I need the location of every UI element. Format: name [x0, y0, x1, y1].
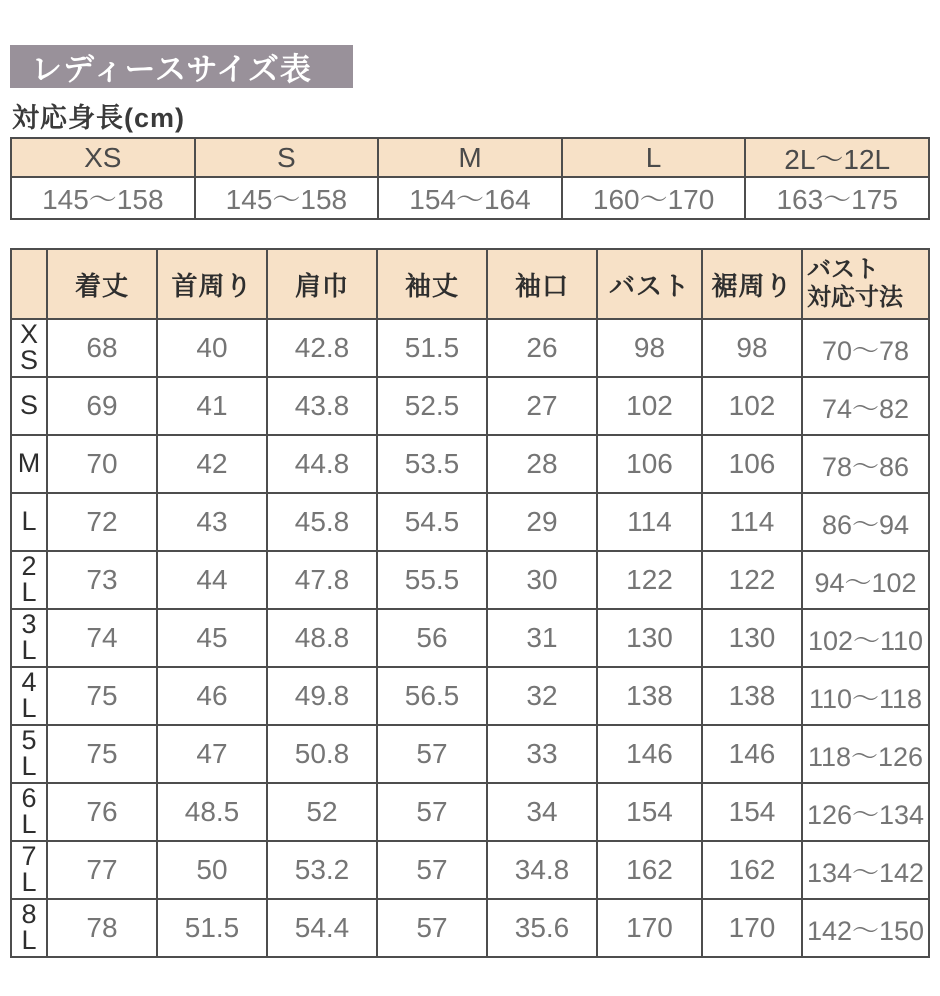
cell-value: 26	[488, 320, 596, 376]
cell-value: 42.8	[268, 320, 376, 376]
cell-value: 43.8	[268, 378, 376, 434]
size-label-char: X	[19, 320, 38, 350]
cell-value: 154	[598, 784, 701, 840]
cell-value: 154	[703, 784, 801, 840]
size-label-char: 7	[21, 842, 37, 872]
cell-value: 31	[488, 610, 596, 666]
cell-value: 162	[598, 842, 701, 898]
cell-value: 138	[598, 668, 701, 724]
cell-value: 57	[378, 784, 486, 840]
size-label-char: 2	[21, 552, 37, 582]
cell-value: 126〜134	[803, 784, 928, 840]
size-label-char: L	[21, 751, 37, 781]
cell-value: 56.5	[378, 668, 486, 724]
size-label	[12, 900, 46, 956]
cell-value: 118〜126	[803, 726, 928, 782]
cell-value: 75	[48, 668, 156, 724]
size-label-char: L	[21, 577, 37, 607]
size-label	[12, 668, 46, 724]
cell-value: 110〜118	[803, 668, 928, 724]
size-label-char: 8	[21, 900, 37, 930]
cell-value: 138	[703, 668, 801, 724]
cell-value: 56	[378, 610, 486, 666]
cell-value: 34	[488, 784, 596, 840]
size-label	[12, 436, 46, 492]
cell-value: 102	[598, 378, 701, 434]
height-value: 145〜158	[12, 178, 194, 218]
cell-value: 34.8	[488, 842, 596, 898]
height-col-header: M	[379, 139, 561, 176]
cell-value: 57	[378, 842, 486, 898]
height-section-label: 対応身長(cm)	[12, 103, 186, 133]
size-label	[12, 610, 46, 666]
cell-value: 52	[268, 784, 376, 840]
cell-value: 42	[158, 436, 266, 492]
height-col-header: L	[563, 139, 745, 176]
cell-value: 68	[48, 320, 156, 376]
col-header: 袖丈	[378, 250, 486, 318]
size-label-char: 5	[21, 726, 37, 756]
cell-value: 33	[488, 726, 596, 782]
cell-value: 51.5	[158, 900, 266, 956]
cell-value: 30	[488, 552, 596, 608]
cell-value: 47	[158, 726, 266, 782]
page-title: レディースサイズ表	[10, 45, 353, 88]
size-label-char: L	[21, 635, 37, 665]
cell-value: 28	[488, 436, 596, 492]
cell-value: 35.6	[488, 900, 596, 956]
size-label	[12, 494, 46, 550]
cell-value: 44	[158, 552, 266, 608]
cell-value: 72	[48, 494, 156, 550]
cell-value: 98	[598, 320, 701, 376]
col-header: 首周り	[158, 250, 266, 318]
size-label	[12, 552, 46, 608]
col-header-line: バスト	[807, 256, 879, 284]
cell-value: 50	[158, 842, 266, 898]
cell-value: 122	[598, 552, 701, 608]
cell-value: 41	[158, 378, 266, 434]
size-label	[12, 842, 46, 898]
cell-value: 78〜86	[803, 436, 928, 492]
cell-value: 77	[48, 842, 156, 898]
size-label-char: L	[21, 693, 37, 723]
cell-value: 73	[48, 552, 156, 608]
cell-value: 29	[488, 494, 596, 550]
size-label-char: L	[21, 506, 37, 537]
size-label	[12, 726, 46, 782]
cell-value: 53.2	[268, 842, 376, 898]
cell-value: 52.5	[378, 378, 486, 434]
size-label-char: S	[19, 390, 38, 421]
cell-value: 51.5	[378, 320, 486, 376]
cell-value: 53.5	[378, 436, 486, 492]
cell-value: 32	[488, 668, 596, 724]
cell-value: 55.5	[378, 552, 486, 608]
col-header: 肩巾	[268, 250, 376, 318]
col-header: バスト	[598, 250, 701, 318]
cell-value: 78	[48, 900, 156, 956]
size-label-char: L	[21, 925, 37, 955]
cell-value: 130	[598, 610, 701, 666]
height-value: 154〜164	[379, 178, 561, 218]
cell-value: 57	[378, 726, 486, 782]
col-header: 袖口	[488, 250, 596, 318]
cell-value: 102	[703, 378, 801, 434]
corner-cell	[12, 250, 46, 318]
cell-value: 142〜150	[803, 900, 928, 956]
size-label-char: 3	[21, 610, 37, 640]
height-value: 163〜175	[746, 178, 928, 218]
cell-value: 70〜78	[803, 320, 928, 376]
size-table	[10, 248, 930, 958]
cell-value: 94〜102	[803, 552, 928, 608]
height-value: 145〜158	[196, 178, 378, 218]
cell-value: 45	[158, 610, 266, 666]
size-label	[12, 378, 46, 434]
cell-value: 86〜94	[803, 494, 928, 550]
cell-value: 74〜82	[803, 378, 928, 434]
cell-value: 43	[158, 494, 266, 550]
cell-value: 54.5	[378, 494, 486, 550]
cell-value: 146	[598, 726, 701, 782]
cell-value: 98	[703, 320, 801, 376]
height-col-header: 2L〜12L	[746, 139, 928, 176]
cell-value: 75	[48, 726, 156, 782]
cell-value: 76	[48, 784, 156, 840]
cell-value: 170	[598, 900, 701, 956]
col-header: 裾周り	[703, 250, 801, 318]
height-table	[10, 137, 930, 220]
size-label-char: 4	[21, 668, 37, 698]
cell-value: 48.8	[268, 610, 376, 666]
height-col-header: S	[196, 139, 378, 176]
col-header: 着丈	[48, 250, 156, 318]
cell-value: 44.8	[268, 436, 376, 492]
cell-value: 102〜110	[803, 610, 928, 666]
size-label	[12, 320, 46, 376]
col-header-line: 対応寸法	[807, 284, 903, 311]
cell-value: 54.4	[268, 900, 376, 956]
cell-value: 49.8	[268, 668, 376, 724]
cell-value: 122	[703, 552, 801, 608]
height-col-header: XS	[12, 139, 194, 176]
cell-value: 146	[703, 726, 801, 782]
cell-value: 106	[703, 436, 801, 492]
cell-value: 114	[598, 494, 701, 550]
cell-value: 114	[703, 494, 801, 550]
cell-value: 70	[48, 436, 156, 492]
cell-value: 48.5	[158, 784, 266, 840]
cell-value: 134〜142	[803, 842, 928, 898]
cell-value: 106	[598, 436, 701, 492]
cell-value: 27	[488, 378, 596, 434]
size-label-char: S	[19, 345, 38, 375]
cell-value: 170	[703, 900, 801, 956]
cell-value: 40	[158, 320, 266, 376]
height-value: 160〜170	[563, 178, 745, 218]
size-label-char: L	[21, 809, 37, 839]
cell-value: 57	[378, 900, 486, 956]
size-label	[12, 784, 46, 840]
size-label-char: 6	[21, 784, 37, 814]
cell-value: 46	[158, 668, 266, 724]
col-header-bust-range	[803, 250, 928, 318]
cell-value: 47.8	[268, 552, 376, 608]
cell-value: 130	[703, 610, 801, 666]
cell-value: 69	[48, 378, 156, 434]
cell-value: 50.8	[268, 726, 376, 782]
cell-value: 162	[703, 842, 801, 898]
size-label-char: L	[21, 867, 37, 897]
size-label-char: M	[17, 448, 41, 479]
cell-value: 45.8	[268, 494, 376, 550]
cell-value: 74	[48, 610, 156, 666]
